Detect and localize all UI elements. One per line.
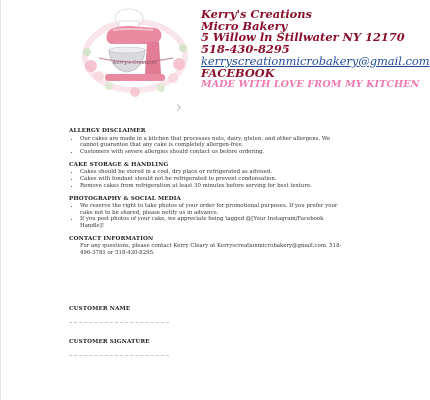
list-item: • Cakes with fondant should not be refrigerated to prevent condensation. xyxy=(80,176,349,183)
storage-section xyxy=(69,162,349,189)
tagline: MADE WITH LOVE FROM MY KITCHEN xyxy=(201,79,420,91)
stand-mixer-logo-icon xyxy=(69,4,197,96)
customer-signature-field[interactable] xyxy=(69,355,169,356)
business-phone: 518-430-8295 xyxy=(201,42,290,57)
business-address: 5 Willow ln Stillwater NY 12170 xyxy=(201,30,405,45)
customer-signature-label: CUSTOMER SIGNATURE xyxy=(69,339,150,345)
section-title: ALLERGY DISCLAIMER xyxy=(69,128,146,134)
list-item: • Our cakes are made in a kitchen that processes nuts, dairy, gluten, and other allergens. We cannot guarantee that any cake is completely allergen-free. xyxy=(80,136,349,149)
contact-text: For any questions, please contact Kerry Cleary at Kerryscreationmicrobakery@gmail.com. 518-496-3781 or 518-430-8295. xyxy=(80,243,342,257)
customer-name-label: CUSTOMER NAME xyxy=(69,306,131,312)
section-title: PHOTOGRAPHY & SOCIAL MEDIA xyxy=(69,195,181,202)
policy-content xyxy=(69,128,349,263)
bakery-header xyxy=(201,7,430,91)
list-item: • Cakes should be stored in a cool, dry place or refrigerated as advised. xyxy=(80,169,349,176)
section-title: CAKE STORAGE & HANDLING xyxy=(69,161,169,168)
section-title: CONTACT INFORMATION xyxy=(69,235,154,242)
business-subtitle: Micro Bakery xyxy=(201,18,288,33)
list-item: • If you post photos of your cake, we appreciate being tagged @[Your Instagram/Facebook Handle]! xyxy=(80,216,349,229)
chevron-icon xyxy=(174,104,181,111)
customer-name-field[interactable] xyxy=(69,322,169,323)
list-item: • We reserve the right to take photos of your order for promotional purposes. If you prefer your cake not to be shared, please notify us in advance. xyxy=(80,203,349,216)
list-item: • Remove cakes from refrigeration at least 30 minutes before serving for best texture. xyxy=(80,183,349,190)
business-email-link[interactable]: kerryscreationmicrobakery@gmail.com xyxy=(201,53,430,68)
allergy-section xyxy=(69,128,349,155)
list-item: • Customers with severe allergies should contact us before ordering. xyxy=(80,149,349,156)
photography-section xyxy=(69,196,349,230)
contact-section xyxy=(69,236,349,257)
svg-text:Kerry's Creations: Kerry's Creations xyxy=(112,60,158,66)
business-name: Kerry's Creations xyxy=(201,7,312,21)
facebook-label: FACEBOOK xyxy=(201,65,275,80)
